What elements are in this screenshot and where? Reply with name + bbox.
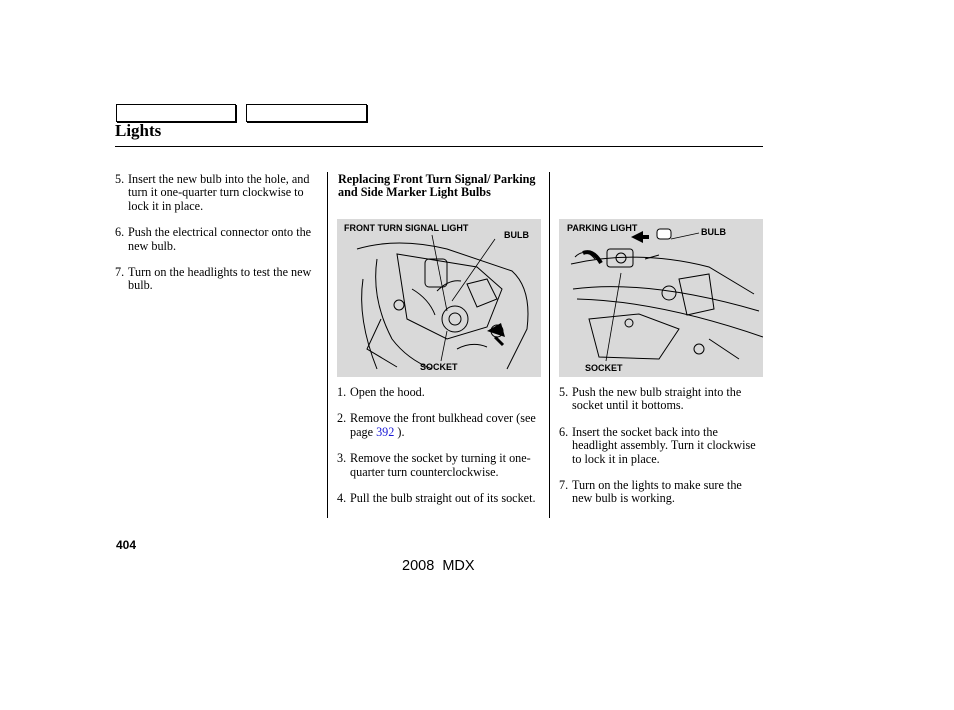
step-number: 4.: [337, 491, 347, 506]
bulb-label: BULB: [504, 230, 529, 240]
figure-title: FRONT TURN SIGNAL LIGHT: [344, 223, 469, 233]
title-rule: [115, 146, 763, 147]
step-text: Pull the bulb straight out of its socket.: [350, 491, 536, 506]
step-item: [559, 386, 759, 413]
step-item: [337, 492, 547, 505]
nav-button-1[interactable]: [116, 104, 236, 122]
steps-list-column3: [559, 386, 759, 519]
model-footer: 2008 MDX: [402, 558, 475, 574]
step-number: 6.: [559, 424, 569, 439]
step-item: [115, 226, 320, 253]
step-text: Push the new bulb straight into the socket until it bottoms.: [572, 385, 742, 413]
column-divider-1: [327, 172, 328, 518]
step-text: Insert the new bulb into the hole, and turn it one-quarter turn clockwise to lock it in place.: [128, 172, 310, 213]
front-turn-signal-figure: [337, 219, 541, 377]
step-number: 6.: [115, 225, 125, 240]
step-number: 5.: [559, 385, 569, 399]
step-text: Push the electrical connector onto the new bulb.: [128, 225, 312, 253]
step-number: 1.: [337, 385, 347, 399]
step-text: Remove the socket by turning it one-quarter turn counterclockwise.: [350, 451, 531, 479]
step-number: 7.: [559, 478, 569, 493]
step-text: Turn on the headlights to test the new bulb.: [128, 265, 312, 293]
page-number: 404: [116, 538, 137, 552]
step-item: [337, 386, 547, 399]
step-number: 7.: [115, 265, 125, 280]
parking-light-figure: [559, 219, 763, 377]
step-item: [337, 452, 547, 479]
figure-title: PARKING LIGHT: [567, 223, 638, 233]
socket-label: SOCKET: [420, 362, 458, 372]
step-text: Remove the front bulkhead cover (see page: [350, 411, 536, 439]
bulb-label: BULB: [701, 227, 726, 237]
step-text: Insert the socket back into the headlight assembly. Turn it clockwise to lock it in place.: [572, 424, 756, 466]
step-text: Open the hood.: [350, 385, 425, 399]
step-number: 2.: [337, 411, 347, 426]
step-item: [559, 426, 759, 466]
page-title: Lights: [115, 121, 162, 140]
page-link[interactable]: 392: [376, 424, 395, 439]
engine-bay-illustration: [337, 219, 541, 377]
step-item: [337, 412, 547, 439]
step-number: 5.: [115, 172, 125, 186]
step-text: Turn on the lights to make sure the new bulb is working.: [572, 478, 742, 506]
steps-list-column2: [337, 386, 547, 518]
nav-button-2[interactable]: [246, 104, 367, 122]
socket-label: SOCKET: [585, 363, 623, 373]
column-divider-2: [549, 172, 550, 518]
parking-light-illustration: [559, 219, 763, 377]
step-item: [115, 266, 320, 293]
step-item: [559, 479, 759, 506]
steps-list-column1: [115, 173, 320, 306]
section-heading: Replacing Front Turn Signal/ Parking and Side Marker Light Bulbs: [338, 172, 536, 200]
step-item: [115, 173, 320, 213]
step-text-end: ).: [394, 424, 405, 439]
step-number: 3.: [337, 451, 347, 466]
